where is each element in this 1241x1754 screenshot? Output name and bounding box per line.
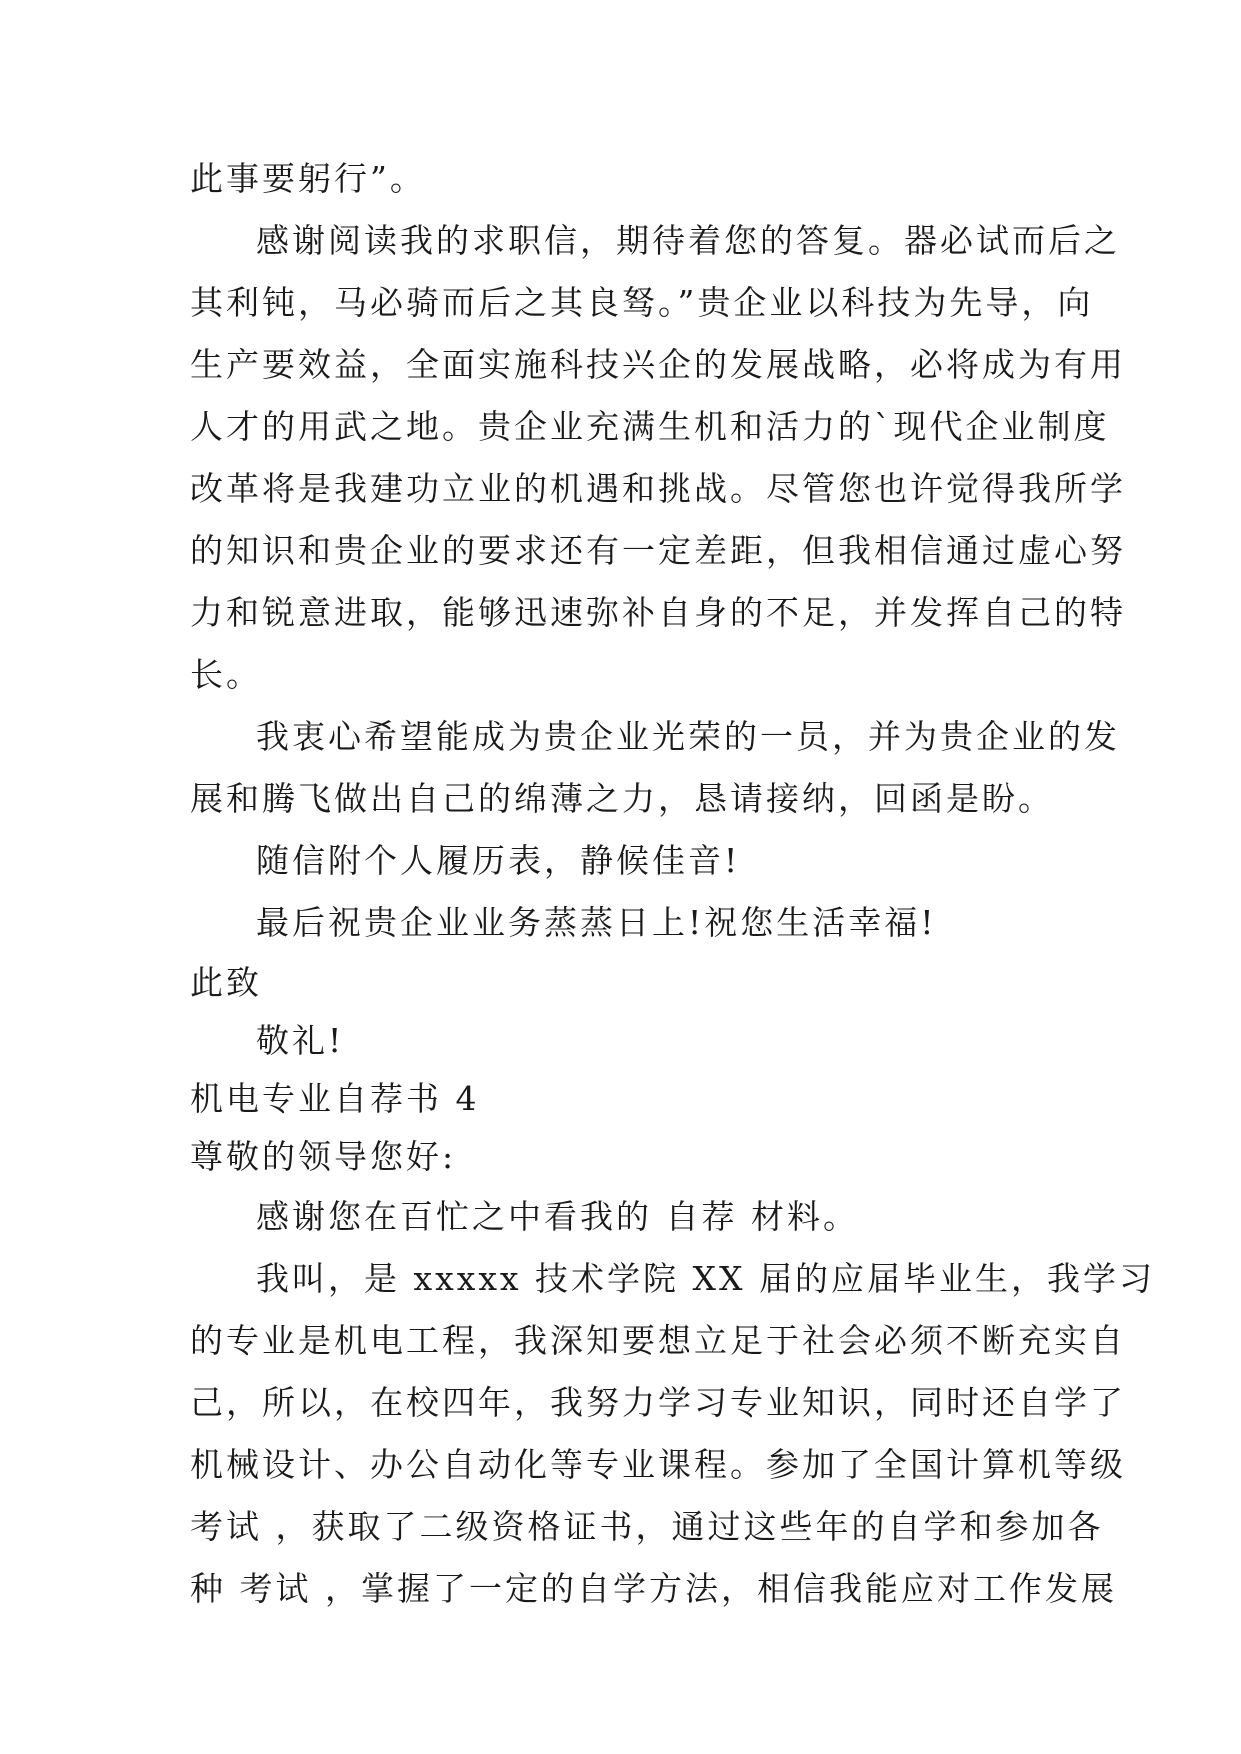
text-line: 力和锐意进取，能够迅速弥补自身的不足，并发挥自己的特 xyxy=(190,593,1126,632)
text-line: 机械设计、办公自动化等专业课程。参加了全国计算机等级 xyxy=(190,1445,1126,1484)
paragraph-start-line: 我衷心希望能成为贵企业光荣的一员，并为贵企业的发 xyxy=(256,717,1120,756)
closing-line: 敬礼! xyxy=(256,1021,345,1060)
text-line: 考试 ，获取了二级资格证书，通过这些年的自学和参加各 xyxy=(190,1507,1104,1546)
text-line: 的专业是机电工程，我深知要想立足于社会必须不断充实自 xyxy=(190,1321,1126,1360)
text-line: 其利钝，马必骑而后之其良驽。”贵企业以科技为先导，向 xyxy=(190,283,1094,322)
salutation-line: 此致 xyxy=(190,963,262,1002)
section-title: 机电专业自荐书 4 xyxy=(190,1079,480,1118)
text-line: 改革将是我建功立业的机遇和挑战。尽管您也许觉得我所学 xyxy=(190,469,1126,508)
text-line: 展和腾飞做出自己的绵薄之力，恳请接纳，回函是盼。 xyxy=(190,779,1054,818)
paragraph-start-line: 最后祝贵企业业务蒸蒸日上!祝您生活幸福! xyxy=(256,903,937,942)
paragraph-start-line: 感谢阅读我的求职信，期待着您的答复。器必试而后之 xyxy=(256,221,1120,260)
text-line: 人才的用武之地。贵企业充满生机和活力的`现代企业制度 xyxy=(190,407,1110,446)
paragraph-start-line: 感谢您在百忙之中看我的 自荐 材料。 xyxy=(256,1197,859,1236)
text-line: 的知识和贵企业的要求还有一定差距，但我相信通过虚心努 xyxy=(190,531,1126,570)
text-line: 此事要躬行”。 xyxy=(190,159,426,198)
document-body xyxy=(190,148,1155,1620)
paragraph-start-line: 随信附个人履历表，静候佳音! xyxy=(256,841,741,880)
text-line: 生产要效益，全面实施科技兴企的发展战略，必将成为有用 xyxy=(190,345,1126,384)
greeting-line: 尊敬的领导您好: xyxy=(190,1137,457,1176)
text-line: 己，所以，在校四年，我努力学习专业知识，同时还自学了 xyxy=(190,1383,1126,1422)
text-line: 长。 xyxy=(190,655,262,694)
text-line: 种 考试 ，掌握了一定的自学方法，相信我能应对工作发展 xyxy=(190,1569,1117,1608)
paragraph-start-line: 我叫，是 xxxxx 技术学院 XX 届的应届毕业生，我学习 xyxy=(256,1259,1155,1298)
